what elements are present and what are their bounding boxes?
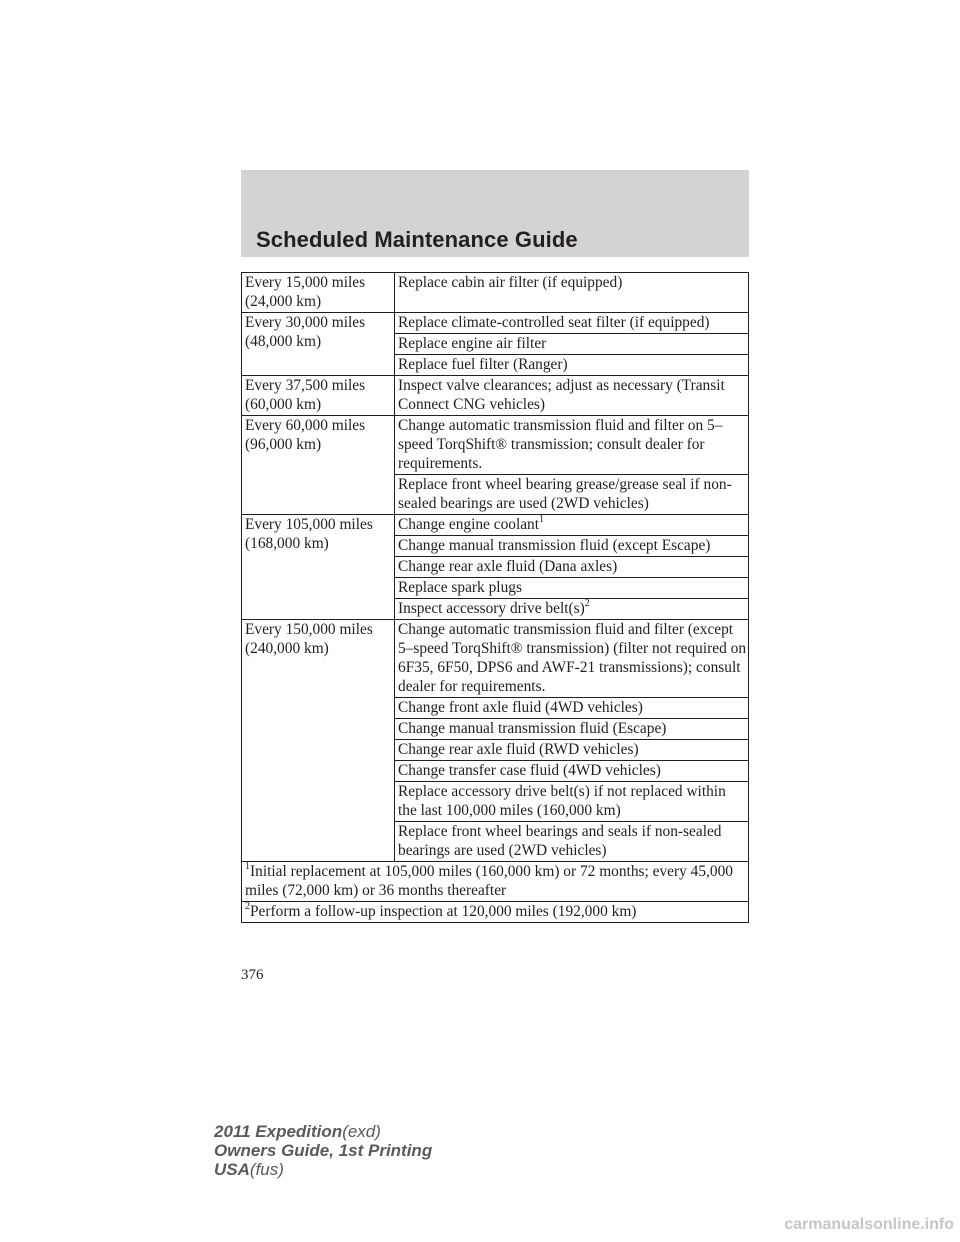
page-number: 376 <box>241 967 264 983</box>
task-cell: Replace accessory drive belt(s) if not replaced within the last 100,000 miles (160,000 km) <box>395 782 749 822</box>
footnote-marker: 1 <box>245 860 250 872</box>
market-code: (fus) <box>249 1160 284 1179</box>
table-row <box>242 515 749 536</box>
interval-miles: Every 105,000 miles <box>245 516 373 533</box>
footnote-cell <box>242 862 749 902</box>
interval-miles: Every 15,000 miles <box>245 274 366 291</box>
interval-miles: Every 37,500 miles <box>245 377 366 394</box>
section-header-band <box>241 170 749 257</box>
watermark-text: carmanualsonline.info <box>784 1216 954 1233</box>
interval-km: (60,000 km) <box>245 396 322 413</box>
interval-km: (240,000 km) <box>245 640 329 657</box>
task-cell: Replace cabin air filter (if equipped) <box>395 273 749 313</box>
footnote-row <box>242 902 749 923</box>
interval-miles: Every 30,000 miles <box>245 314 366 331</box>
table-row <box>242 273 749 313</box>
task-cell: Change automatic transmission fluid and filter (except 5–speed TorqShift® transmission) (filter not required on 6F35, 6F50, DPS6 and AWF-21 transmissions); consult dealer for requirements. <box>395 620 749 698</box>
table-row <box>242 620 749 698</box>
task-cell: Replace engine air filter <box>395 334 749 355</box>
table-row <box>242 376 749 416</box>
task-cell: Replace front wheel bearings and seals if non-sealed bearings are used (2WD vehicles) <box>395 822 749 862</box>
footer-line <box>214 1122 432 1141</box>
task-cell: Change transfer case fluid (4WD vehicles) <box>395 761 749 782</box>
interval-km: (24,000 km) <box>245 293 322 310</box>
task-text: Change engine coolant <box>398 516 540 533</box>
table-row <box>242 313 749 334</box>
model-code: (exd) <box>342 1122 381 1141</box>
task-cell: Replace climate-controlled seat filter (if equipped) <box>395 313 749 334</box>
model-name: 2011 Expedition <box>214 1122 343 1141</box>
interval-cell <box>242 416 395 515</box>
interval-km: (168,000 km) <box>245 535 329 552</box>
footer-line <box>214 1141 432 1160</box>
footnote-row <box>242 862 749 902</box>
footnote-text: Perform a follow-up inspection at 120,000 miles (192,000 km) <box>250 903 637 920</box>
footnote-marker: 2 <box>245 900 250 912</box>
task-cell: Change front axle fluid (4WD vehicles) <box>395 698 749 719</box>
interval-km: (96,000 km) <box>245 436 322 453</box>
task-cell: Change rear axle fluid (Dana axles) <box>395 557 749 578</box>
interval-cell <box>242 620 395 862</box>
footnote-cell <box>242 902 749 923</box>
task-cell <box>395 599 749 620</box>
market-name: USA <box>214 1160 250 1179</box>
interval-miles: Every 150,000 miles <box>245 621 373 638</box>
footnote-marker: 2 <box>584 597 590 609</box>
footnote-marker: 1 <box>539 513 545 525</box>
task-cell: Inspect valve clearances; adjust as necessary (Transit Connect CNG vehicles) <box>395 376 749 416</box>
print-footer <box>214 1122 432 1179</box>
footnote-text: Initial replacement at 105,000 miles (160,000 km) or 72 months; every 45,000 miles (72,000 km) or 36 months thereafter <box>245 863 733 899</box>
task-cell: Replace front wheel bearing grease/grease seal if non-sealed bearings are used (2WD vehicles) <box>395 475 749 515</box>
maintenance-schedule-table <box>241 272 749 923</box>
interval-cell <box>242 273 395 313</box>
task-cell: Change manual transmission fluid (Escape) <box>395 719 749 740</box>
task-cell: Change automatic transmission fluid and filter on 5–speed TorqShift® transmission; consult dealer for requirements. <box>395 416 749 475</box>
interval-km: (48,000 km) <box>245 333 322 350</box>
task-cell: Change manual transmission fluid (except Escape) <box>395 536 749 557</box>
interval-miles: Every 60,000 miles <box>245 417 366 434</box>
task-cell: Replace fuel filter (Ranger) <box>395 355 749 376</box>
interval-cell <box>242 515 395 620</box>
task-cell: Change rear axle fluid (RWD vehicles) <box>395 740 749 761</box>
section-title: Scheduled Maintenance Guide <box>256 227 578 252</box>
task-cell: Replace spark plugs <box>395 578 749 599</box>
printing-info: Owners Guide, 1st Printing <box>214 1141 433 1160</box>
table-row <box>242 416 749 475</box>
task-cell <box>395 515 749 536</box>
interval-cell <box>242 376 395 416</box>
footer-line <box>214 1160 432 1179</box>
task-text: Inspect accessory drive belt(s) <box>398 600 585 617</box>
interval-cell <box>242 313 395 376</box>
